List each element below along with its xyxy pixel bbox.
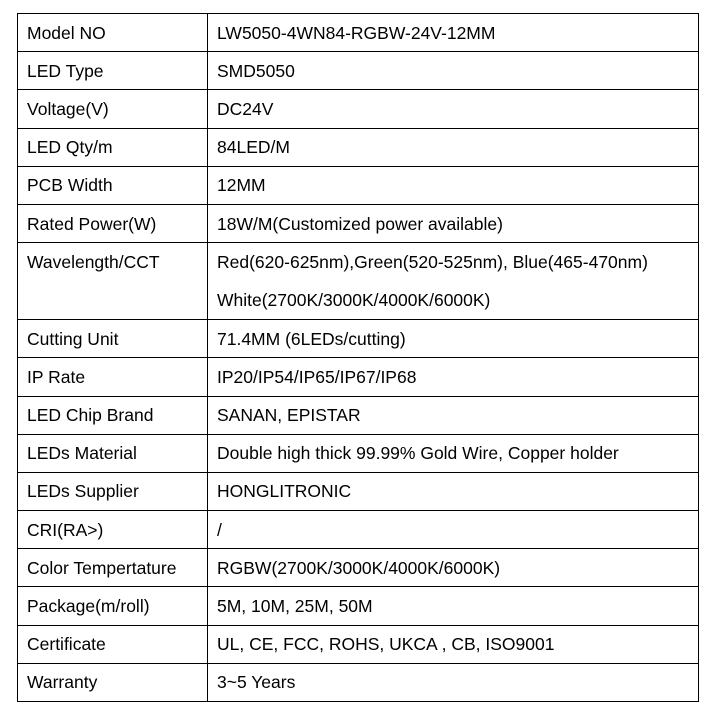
spec-label: Voltage(V) xyxy=(18,90,208,128)
table-row xyxy=(18,52,699,90)
table-row xyxy=(18,472,699,510)
spec-label: Certificate xyxy=(18,625,208,663)
spec-value: 71.4MM (6LEDs/cutting) xyxy=(208,320,699,358)
table-row xyxy=(18,625,699,663)
spec-value-line: White(2700K/3000K/4000K/6000K) xyxy=(217,290,491,311)
spec-label: Package(m/roll) xyxy=(18,587,208,625)
spec-value: UL, CE, FCC, ROHS, UKCA , CB, ISO9001 xyxy=(208,625,699,663)
spec-value: 18W/M(Customized power available) xyxy=(208,204,699,242)
table-row xyxy=(18,166,699,204)
table-row xyxy=(18,14,699,52)
spec-label: LEDs Material xyxy=(18,434,208,472)
table-row xyxy=(18,90,699,128)
spec-label: Model NO xyxy=(18,14,208,52)
table-row xyxy=(18,128,699,166)
spec-label: Color Tempertature xyxy=(18,549,208,587)
spec-value: 5M, 10M, 25M, 50M xyxy=(208,587,699,625)
spec-value: / xyxy=(208,511,699,549)
table-row xyxy=(18,549,699,587)
table-row xyxy=(18,511,699,549)
spec-label: PCB Width xyxy=(18,166,208,204)
spec-table xyxy=(17,13,699,702)
spec-label: Wavelength/CCT xyxy=(18,243,208,320)
spec-value: 3~5 Years xyxy=(208,663,699,701)
spec-value: RGBW(2700K/3000K/4000K/6000K) xyxy=(208,549,699,587)
table-row xyxy=(18,663,699,701)
spec-label: LEDs Supplier xyxy=(18,472,208,510)
spec-value-line: Red(620-625nm),Green(520-525nm), Blue(465-470nm) xyxy=(217,252,648,273)
spec-value: IP20/IP54/IP65/IP67/IP68 xyxy=(208,358,699,396)
spec-label: LED Qty/m xyxy=(18,128,208,166)
spec-value-lines xyxy=(217,243,698,319)
spec-label: Cutting Unit xyxy=(18,320,208,358)
spec-value: HONGLITRONIC xyxy=(208,472,699,510)
spec-label: IP Rate xyxy=(18,358,208,396)
table-row xyxy=(18,243,699,320)
spec-label: Warranty xyxy=(18,663,208,701)
table-row xyxy=(18,320,699,358)
spec-value: SANAN, EPISTAR xyxy=(208,396,699,434)
table-row xyxy=(18,358,699,396)
spec-label: LED Chip Brand xyxy=(18,396,208,434)
table-row xyxy=(18,204,699,242)
spec-value: SMD5050 xyxy=(208,52,699,90)
spec-label: CRI(RA>) xyxy=(18,511,208,549)
spec-label: Rated Power(W) xyxy=(18,204,208,242)
spec-value: 84LED/M xyxy=(208,128,699,166)
table-row xyxy=(18,587,699,625)
spec-label: LED Type xyxy=(18,52,208,90)
spec-value: DC24V xyxy=(208,90,699,128)
spec-value: LW5050-4WN84-RGBW-24V-12MM xyxy=(208,14,699,52)
table-row xyxy=(18,396,699,434)
spec-table-body xyxy=(18,14,699,702)
table-row xyxy=(18,434,699,472)
spec-value xyxy=(208,243,699,320)
spec-value: Double high thick 99.99% Gold Wire, Copper holder xyxy=(208,434,699,472)
spec-value: 12MM xyxy=(208,166,699,204)
